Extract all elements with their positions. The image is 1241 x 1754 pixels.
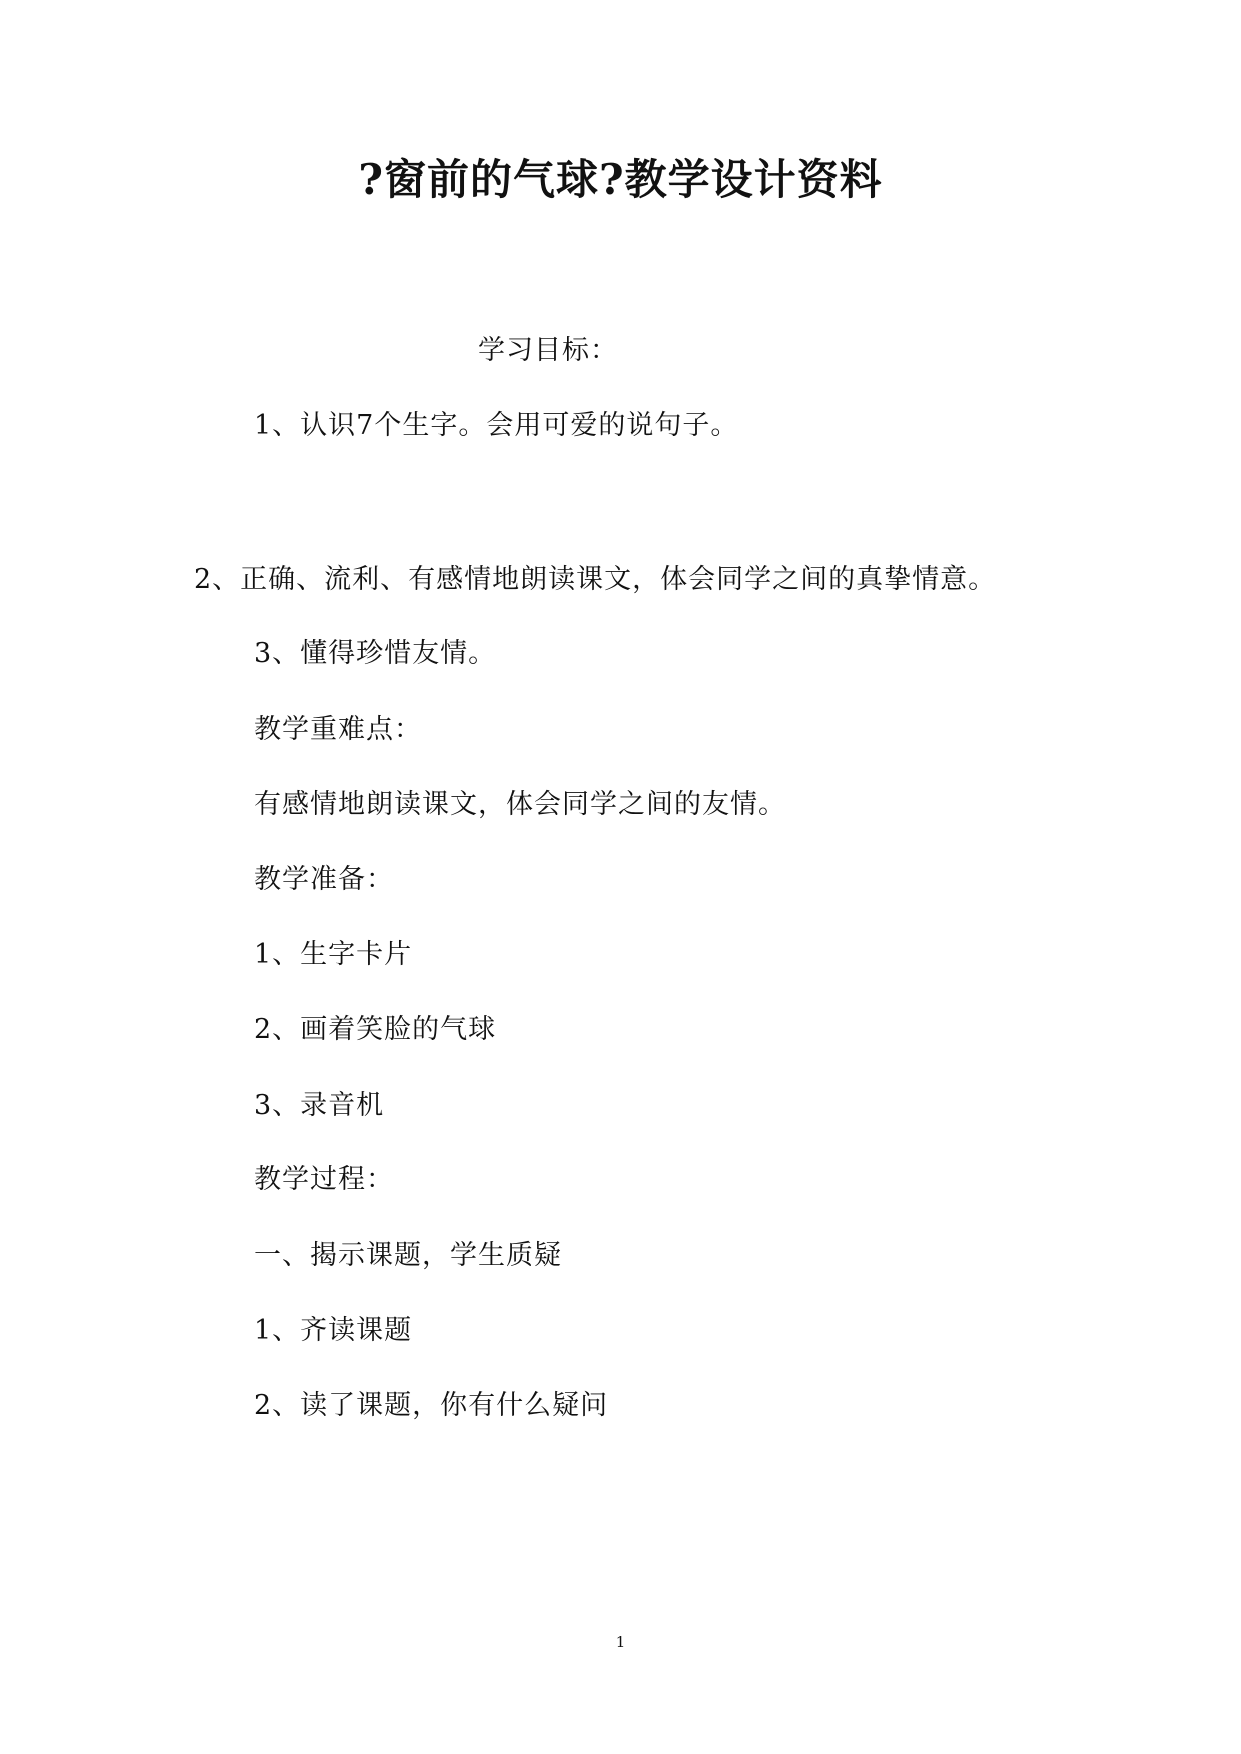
key-points-text: 有感情地朗读课文，体会同学之间的友情。 bbox=[254, 789, 786, 820]
process-heading: 教学过程： bbox=[254, 1164, 394, 1195]
objective-item-1: 1、认识7个生字。会用可爱的说句子。 bbox=[254, 410, 739, 441]
process-item-2: 2、读了课题，你有什么疑问 bbox=[254, 1390, 609, 1421]
objective-item-3: 3、懂得珍惜友情。 bbox=[254, 638, 497, 669]
preparation-item-2: 2、画着笑脸的气球 bbox=[254, 1014, 497, 1045]
process-item-1: 1、齐读课题 bbox=[254, 1315, 413, 1346]
key-points-heading: 教学重难点： bbox=[254, 714, 422, 745]
document-title: ?窗前的气球?教学设计资料 bbox=[358, 155, 883, 204]
section-heading-objectives: 学习目标： bbox=[478, 335, 618, 366]
process-step-one: 一、揭示课题，学生质疑 bbox=[254, 1240, 562, 1271]
preparation-item-3: 3、录音机 bbox=[254, 1090, 385, 1121]
objective-item-2: 2、正确、流利、有感情地朗读课文，体会同学之间的真挚情意。 bbox=[194, 564, 997, 595]
preparation-item-1: 1、生字卡片 bbox=[254, 939, 413, 970]
preparation-heading: 教学准备： bbox=[254, 864, 394, 895]
page-number: 1 bbox=[615, 1633, 626, 1651]
